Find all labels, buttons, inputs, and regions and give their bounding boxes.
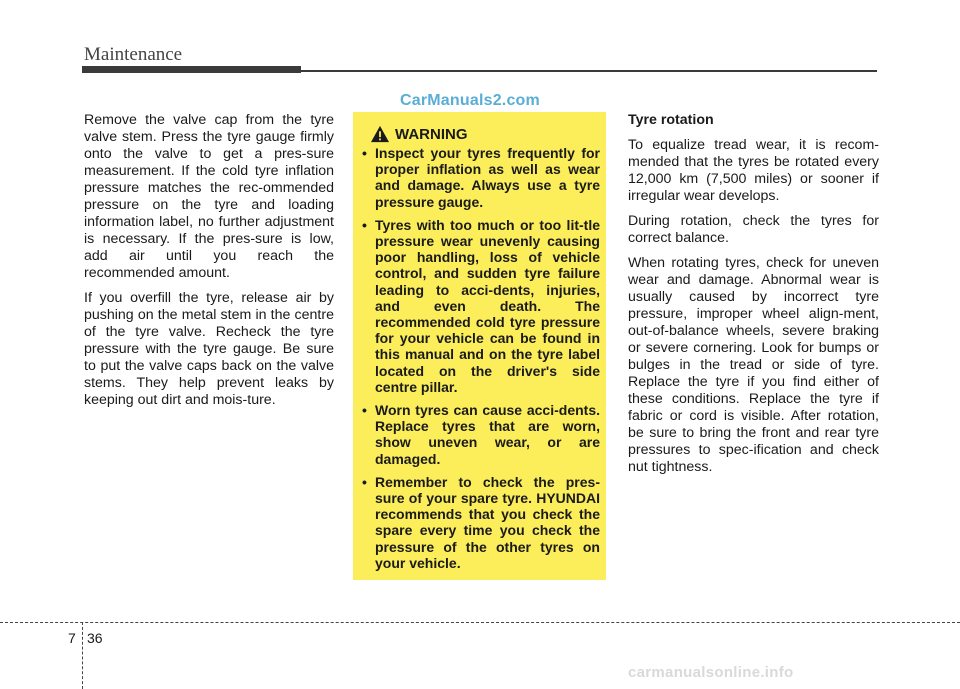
warning-header bbox=[362, 125, 600, 143]
header-rule-thin bbox=[301, 70, 877, 72]
warning-title: WARNING bbox=[395, 125, 468, 143]
right-paragraph-3: When rotating tyres, check for uneven wear and damage. Abnormal wear is usually caused by incorrect tyre pressure, improper wheel align-ment, out-of-balance wheels, severe braking or severe cornering. Look for bumps or bulges in the tread or side of tyre. Replace the tyre if you find either of these conditions. Replace the tyre if fabric or cord is visible. After rotation, be sure to bring the front and rear tyre pressures to spec-ification and check nut tightness. bbox=[628, 255, 879, 475]
chapter-number: 7 bbox=[68, 630, 76, 646]
warning-list bbox=[362, 145, 600, 571]
page-header-title: Maintenance bbox=[84, 44, 183, 65]
warning-box bbox=[353, 112, 606, 580]
footer-vertical-divider bbox=[82, 622, 83, 689]
header-rule-thick bbox=[82, 66, 301, 73]
left-column bbox=[84, 112, 334, 417]
section-title-tyre-rotation: Tyre rotation bbox=[628, 112, 714, 128]
right-column bbox=[628, 112, 879, 484]
warning-triangle-icon bbox=[369, 125, 391, 143]
warning-item: • Tyres with too much or too lit-tle pressure wear unevenly causing poor handling, loss of vehicle control, and sudden tyre failure leading to acci-dents, injuries, and even death. The recommended cold tyre pressure for your vehicle can be found in this manual and on the tyre label located on the driver's side centre pillar. bbox=[362, 217, 600, 395]
warning-item: • Remember to check the pres-sure of your spare tyre. HYUNDAI recommends that you check the spare every time you check the pressure of the other tyres on your vehicle. bbox=[362, 474, 600, 571]
warning-item: • Worn tyres can cause acci-dents. Replace tyres that are worn, show uneven wear, or are damaged. bbox=[362, 402, 600, 467]
left-paragraph-2: If you overfill the tyre, release air by pushing on the metal stem in the centre of the tyre valve. Recheck the tyre pressure with the tyre gauge. Be sure to put the valve caps back on the valve stems. They help prevent leaks by keeping out dirt and mois-ture. bbox=[84, 290, 334, 408]
watermark-bottom: carmanualsonline.info bbox=[628, 664, 794, 681]
right-paragraph-1: To equalize tread wear, it is recom-mended that the tyres be rotated every 12,000 km (7,500 miles) or sooner if irregular wear develops. bbox=[628, 137, 879, 204]
left-paragraph-1: Remove the valve cap from the tyre valve stem. Press the tyre gauge firmly onto the valve to get a pres-sure measurement. If the cold tyre inflation pressure matches the rec-ommended pressure on the tyre and loading information label, no further adjustment is necessary. If the pres-sure is low, add air until you reach the recommended amount. bbox=[84, 112, 334, 281]
page-number: 36 bbox=[87, 630, 103, 646]
right-paragraph-2: During rotation, check the tyres for correct balance. bbox=[628, 213, 879, 246]
watermark-top: CarManuals2.com bbox=[400, 92, 540, 109]
footer-divider bbox=[0, 622, 960, 623]
warning-item: • Inspect your tyres frequently for proper inflation as well as wear and damage. Always use a tyre pressure gauge. bbox=[362, 145, 600, 210]
